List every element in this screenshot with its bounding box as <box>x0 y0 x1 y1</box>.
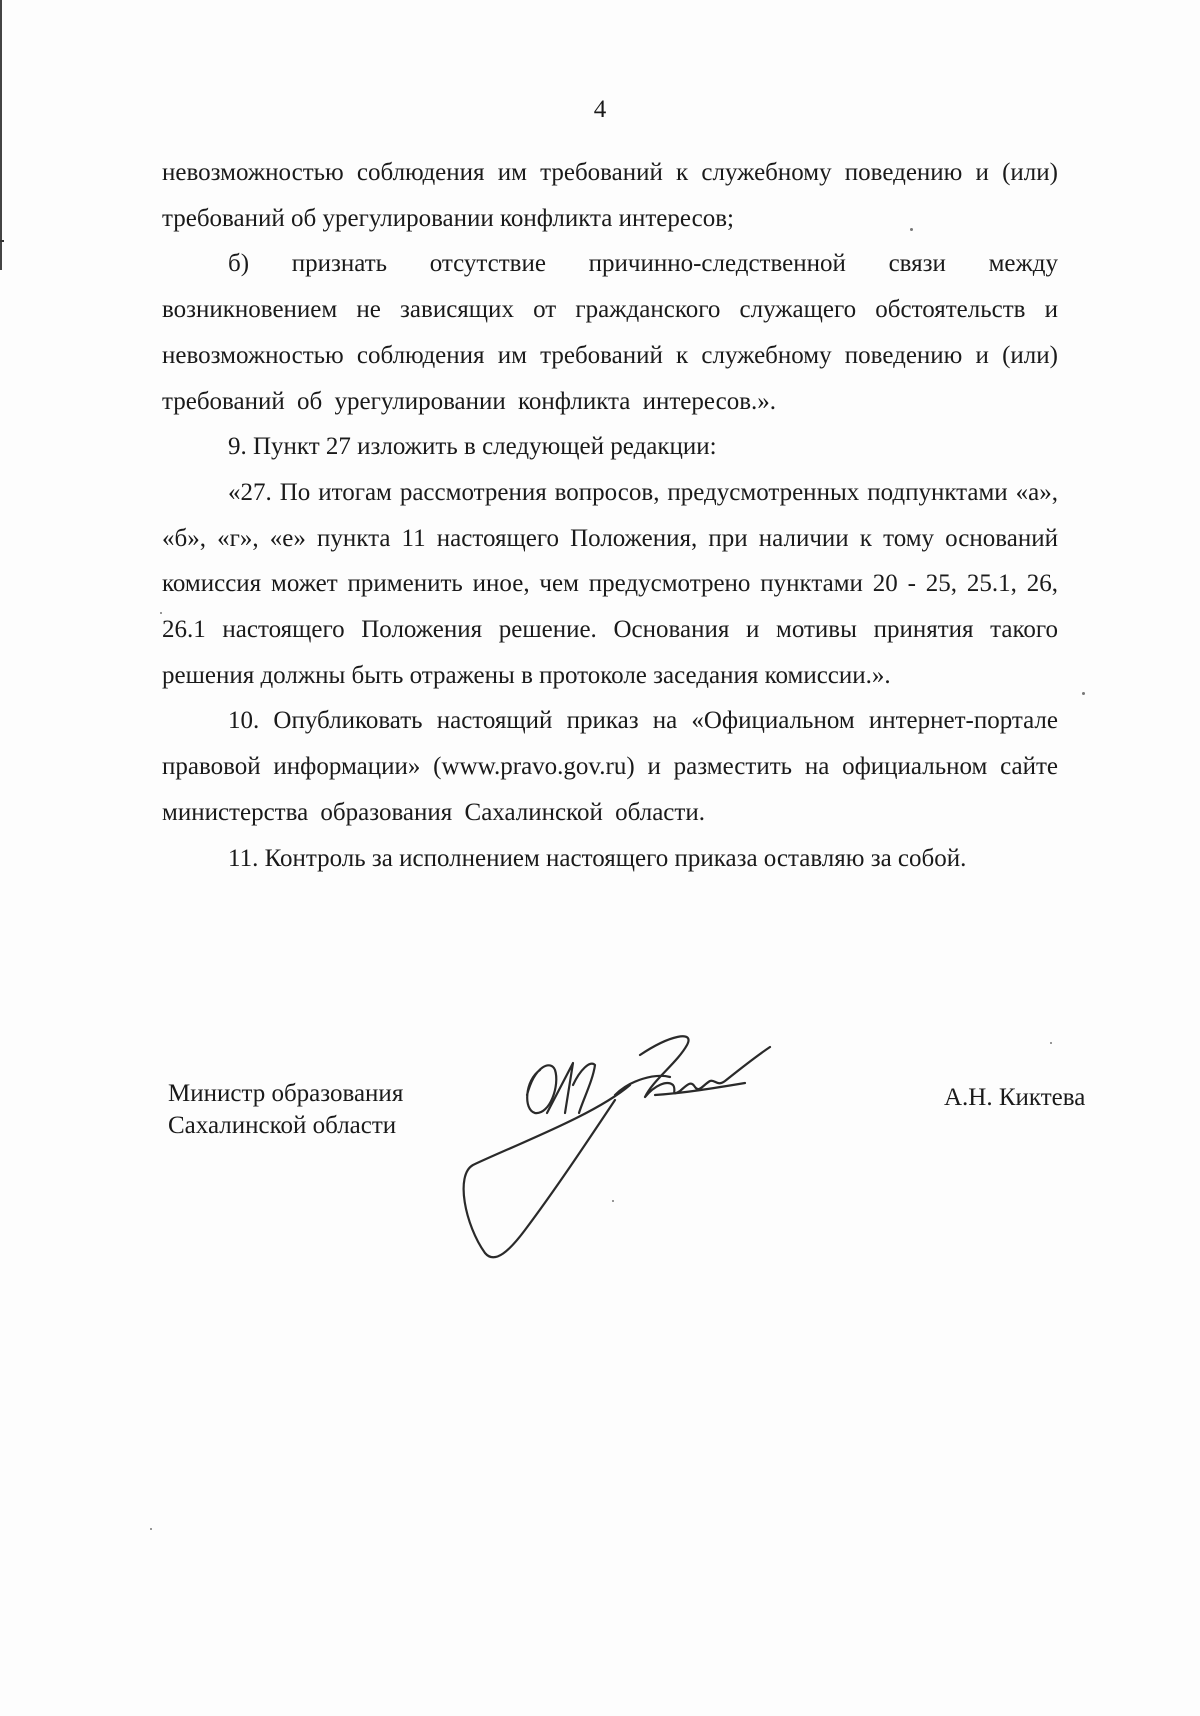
paragraph-item-b: б) признать отсутствие причинно-следственной связи между возникновением не зависящих от гражданского служащего обстоятельств и невозможностью соблюдения им требований к служебному поведению и (или) требований об урегулировании конфликта интересов.». <box>162 250 1058 415</box>
paragraph-9: 9. Пункт 27 изложить в следующей редакции: <box>228 433 717 461</box>
paragraph-continuation: невозможностью соблюдения им требований к служебному поведению и (или) требований об урегулировании конфликта интересов; <box>162 159 1058 232</box>
scan-edge-line <box>0 0 2 270</box>
paragraph-27-quote: «27. По итогам рассмотрения вопросов, предусмотренных подпунктами «а», «б», «г», «е» пункта 11 настоящего Положения, при наличии к тому оснований комиссия может применить иное, чем предусмотрено пунктами 20 - 25, 25.1, 26, 26.1 настоящего Положения решение. Основания и мотивы принятия такого решения должны быть отражены в протоколе заседания комиссии.». <box>162 478 1058 689</box>
scan-speck <box>1082 692 1085 695</box>
scan-speck <box>910 228 913 231</box>
scan-speck <box>150 1528 152 1530</box>
scan-speck <box>612 1200 614 1202</box>
signer-title-line1: Министр образования <box>168 1080 404 1107</box>
handwritten-signature <box>455 1025 845 1260</box>
scan-speck <box>160 612 162 614</box>
scan-edge-tick <box>0 240 4 242</box>
document-body <box>162 150 1058 881</box>
page-number: 4 <box>593 96 607 123</box>
signer-title-line2: Сахалинской области <box>168 1112 397 1139</box>
signer-title <box>168 1078 403 1142</box>
paragraph-11: 11. Контроль за исполнением настоящего приказа оставляю за собой. <box>228 844 967 872</box>
signer-name: А.Н. Киктева <box>944 1084 1086 1111</box>
paragraph-10: 10. Опубликовать настоящий приказ на «Официальном интернет-портале правовой информации» (www.pravo.gov.ru) и разместить на официальном сайте министерства образования Сахалинской области. <box>162 707 1058 826</box>
scan-speck <box>1050 1042 1052 1044</box>
